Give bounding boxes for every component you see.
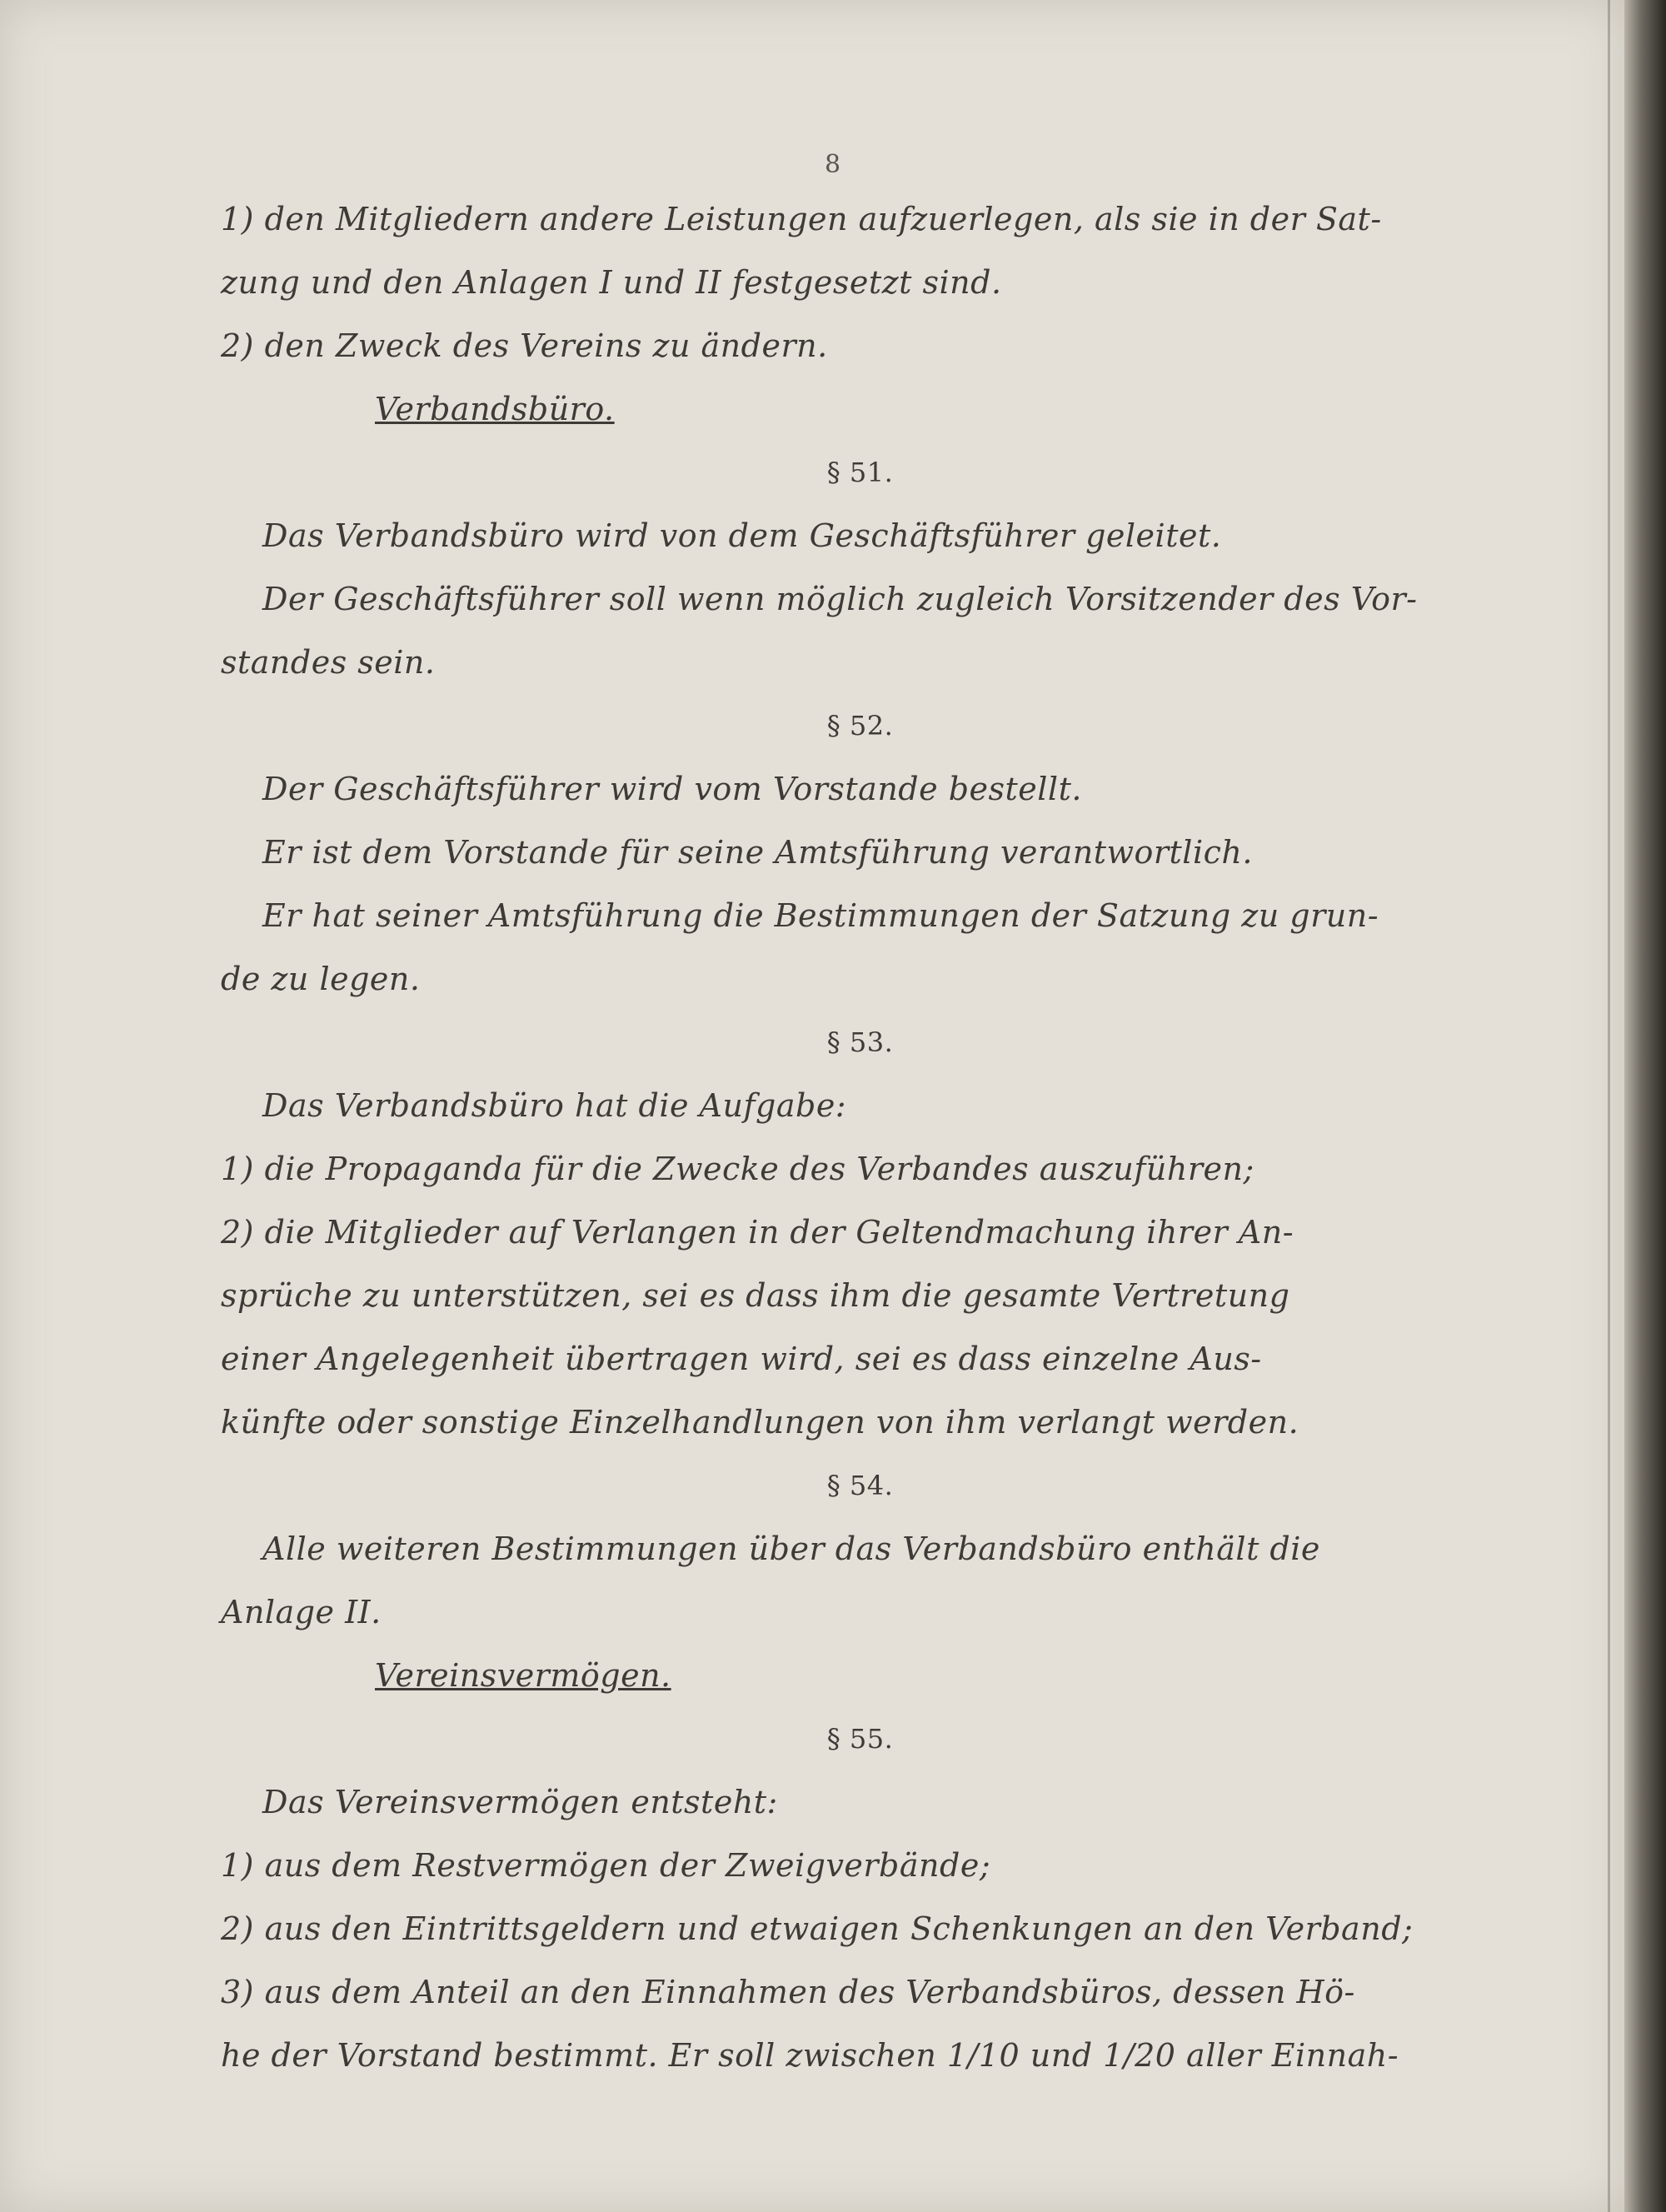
handwritten-text-body	[221, 187, 1433, 2087]
text-paragraph: Er ist dem Vorstande für seine Amtsführung verantwortlich.	[262, 834, 1253, 871]
text-paragraph: Das Verbandsbüro wird von dem Geschäftsführer geleitet.	[262, 517, 1222, 554]
list-item: 1) die Propaganda für die Zwecke des Verbandes auszuführen;	[221, 1151, 1254, 1187]
text-paragraph: Der Geschäftsführer wird vom Vorstande bestellt.	[262, 771, 1082, 807]
text-line: zung und den Anlagen I und II festgesetzt sind.	[221, 264, 1002, 301]
list-item: 3) aus dem Anteil an den Einnahmen des Verbandsbüros, dessen Hö-	[221, 1974, 1355, 2010]
text-paragraph: Er hat seiner Amtsführung die Bestimmungen der Satzung zu grun-	[262, 897, 1379, 934]
list-item: 1) aus dem Restvermögen der Zweigverbände;	[221, 1847, 991, 1884]
text-line: künfte oder sonstige Einzelhandlungen von ihm verlangt werden.	[221, 1404, 1299, 1441]
text-line: de zu legen.	[221, 961, 421, 997]
paragraph-number-55: § 55.	[826, 1723, 894, 1755]
page-number: 8	[825, 150, 841, 179]
text-line: 2) den Zweck des Vereins zu ändern.	[221, 327, 828, 364]
text-paragraph: Alle weiteren Bestimmungen über das Verbandsbüro enthält die	[262, 1530, 1320, 1567]
text-paragraph: Das Vereinsvermögen entsteht:	[262, 1784, 778, 1820]
list-item: 2) aus den Eintrittsgeldern und etwaigen Schenkungen an den Verband;	[221, 1910, 1414, 1947]
paragraph-number-53: § 53.	[826, 1026, 894, 1058]
text-line: einer Angelegenheit übertragen wird, sei es dass einzelne Aus-	[221, 1341, 1262, 1377]
list-item: 2) die Mitglieder auf Verlangen in der Geltendmachung ihrer An-	[221, 1214, 1294, 1251]
paragraph-number-51: § 51.	[826, 457, 894, 488]
section-heading-vereinsvermoegen: Vereinsvermögen.	[375, 1657, 671, 1694]
text-line: 1) den Mitgliedern andere Leistungen aufzuerlegen, als sie in der Sat-	[221, 201, 1382, 237]
text-line: he der Vorstand bestimmt. Er soll zwischen 1/10 und 1/20 aller Einnah-	[221, 2037, 1399, 2074]
paragraph-number-54: § 54.	[826, 1470, 894, 1501]
page-fold	[1608, 0, 1610, 2212]
text-line: Anlage II.	[221, 1594, 382, 1630]
text-paragraph: Das Verbandsbüro hat die Aufgabe:	[262, 1087, 847, 1124]
text-paragraph: Der Geschäftsführer soll wenn möglich zugleich Vorsitzender des Vor-	[262, 581, 1418, 617]
text-line: standes sein.	[221, 644, 436, 681]
text-line: sprüche zu unterstützen, sei es dass ihm die gesamte Vertretung	[221, 1277, 1290, 1314]
paragraph-number-52: § 52.	[826, 710, 894, 741]
section-heading-verbandsbuero: Verbandsbüro.	[375, 391, 615, 427]
page-edge-shadow	[1624, 0, 1666, 2212]
